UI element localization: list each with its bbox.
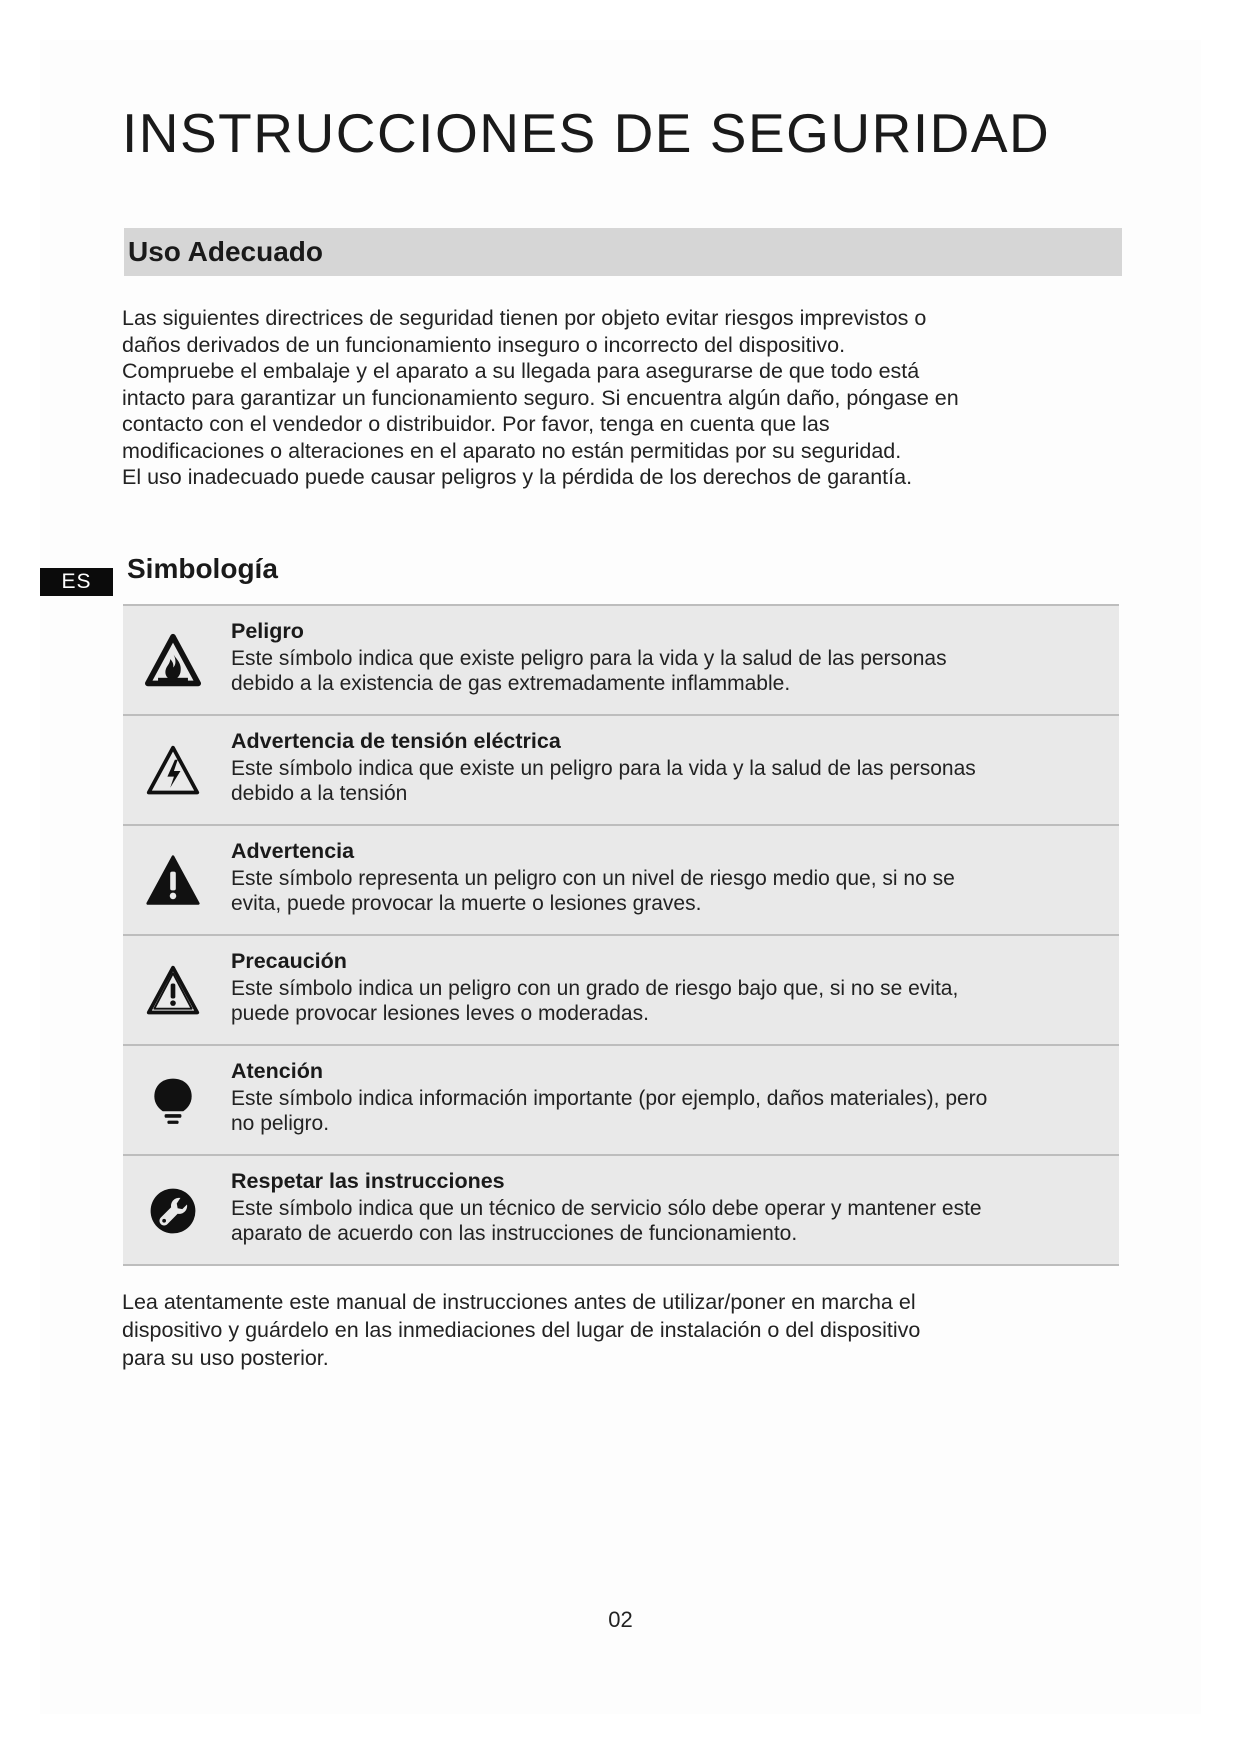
symbol-name: Peligro <box>231 619 304 643</box>
intro-line: intacto para garantizar un funcionamiento seguro. Si encuentra algún daño, póngase en <box>122 385 959 410</box>
simbologia-heading: Simbología <box>127 553 278 584</box>
symbol-desc-line: puede provocar lesiones leves o moderadas. <box>231 1002 649 1025</box>
uso-adecuado-header <box>124 228 1122 276</box>
symbol-desc-line: debido a la tensión <box>231 782 408 805</box>
symbol-desc-line: Este símbolo indica que existe peligro para la vida y la salud de las personas <box>231 647 947 670</box>
symbol-description <box>231 1086 1111 1136</box>
symbol-description <box>231 866 1111 916</box>
warning-filled-icon <box>143 851 203 911</box>
closing-line: dispositivo y guárdelo en las inmediaciones del lugar de instalación o del dispositivo <box>122 1318 921 1342</box>
symbol-row-tension <box>123 716 1119 826</box>
flammable-warning-icon <box>143 631 203 691</box>
intro-line: contacto con el vendedor o distribuidor. Por favor, tenga en cuenta que las <box>122 412 830 436</box>
symbol-row-atencion <box>123 1046 1119 1156</box>
page-number: 02 <box>608 1607 633 1632</box>
page-title: INSTRUCCIONES DE SEGURIDAD <box>122 102 1051 164</box>
symbol-table <box>123 604 1119 1266</box>
intro-line: El uso inadecuado puede causar peligros y la pérdida de los derechos de garantía. <box>122 465 913 489</box>
electrical-warning-icon <box>143 741 203 801</box>
symbol-description <box>231 756 1111 806</box>
symbol-desc-line: Este símbolo representa un peligro con un nivel de riesgo medio que, si no se <box>231 867 955 890</box>
language-tab: ES <box>40 568 113 596</box>
symbol-desc-line: Este símbolo indica que un técnico de servicio sólo debe operar y mantener este <box>231 1197 982 1220</box>
symbol-row-instrucciones <box>123 1156 1119 1266</box>
symbol-row-peligro <box>123 606 1119 716</box>
closing-paragraph <box>122 1288 1132 1372</box>
wrench-icon <box>143 1181 203 1241</box>
intro-line: Las siguientes directrices de seguridad tienen por objeto evitar riesgos imprevistos o <box>122 306 927 330</box>
lightbulb-icon <box>143 1071 203 1131</box>
uso-adecuado-heading: Uso Adecuado <box>128 236 323 267</box>
uso-adecuado-text <box>122 305 1132 491</box>
symbol-name: Respetar las instrucciones <box>231 1169 505 1193</box>
intro-line: modificaciones o alteraciones en el aparato no están permitidas por su seguridad. <box>122 438 902 463</box>
symbol-name: Advertencia de tensión eléctrica <box>231 729 561 753</box>
symbol-desc-line: aparato de acuerdo con las instrucciones de funcionamiento. <box>231 1222 798 1245</box>
symbol-desc-line: evita, puede provocar la muerte o lesiones graves. <box>231 892 702 915</box>
caution-outline-icon <box>143 961 203 1021</box>
symbol-desc-line: no peligro. <box>231 1112 330 1135</box>
symbol-desc-line: debido a la existencia de gas extremadamente inflammable. <box>231 672 791 695</box>
symbol-row-precaucion <box>123 936 1119 1046</box>
symbol-name: Atención <box>231 1059 323 1083</box>
symbol-description <box>231 646 1111 696</box>
symbol-desc-line: Este símbolo indica que existe un peligro para la vida y la salud de las personas <box>231 757 976 780</box>
symbol-desc-line: Este símbolo indica un peligro con un grado de riesgo bajo que, si no se evita, <box>231 977 959 1000</box>
symbol-description <box>231 976 1111 1026</box>
closing-line: para su uso posterior. <box>122 1346 329 1370</box>
intro-line: daños derivados de un funcionamiento inseguro o incorrecto del dispositivo. <box>122 332 846 357</box>
symbol-description <box>231 1196 1111 1246</box>
symbol-name: Advertencia <box>231 839 355 863</box>
symbol-row-advertencia <box>123 826 1119 936</box>
symbol-name: Precaución <box>231 949 347 973</box>
closing-line: Lea atentamente este manual de instrucciones antes de utilizar/poner en marcha el <box>122 1290 916 1314</box>
symbol-desc-line: Este símbolo indica información importante (por ejemplo, daños materiales), pero <box>231 1087 988 1110</box>
intro-line: Compruebe el embalaje y el aparato a su llegada para asegurarse de que todo está <box>122 359 920 383</box>
